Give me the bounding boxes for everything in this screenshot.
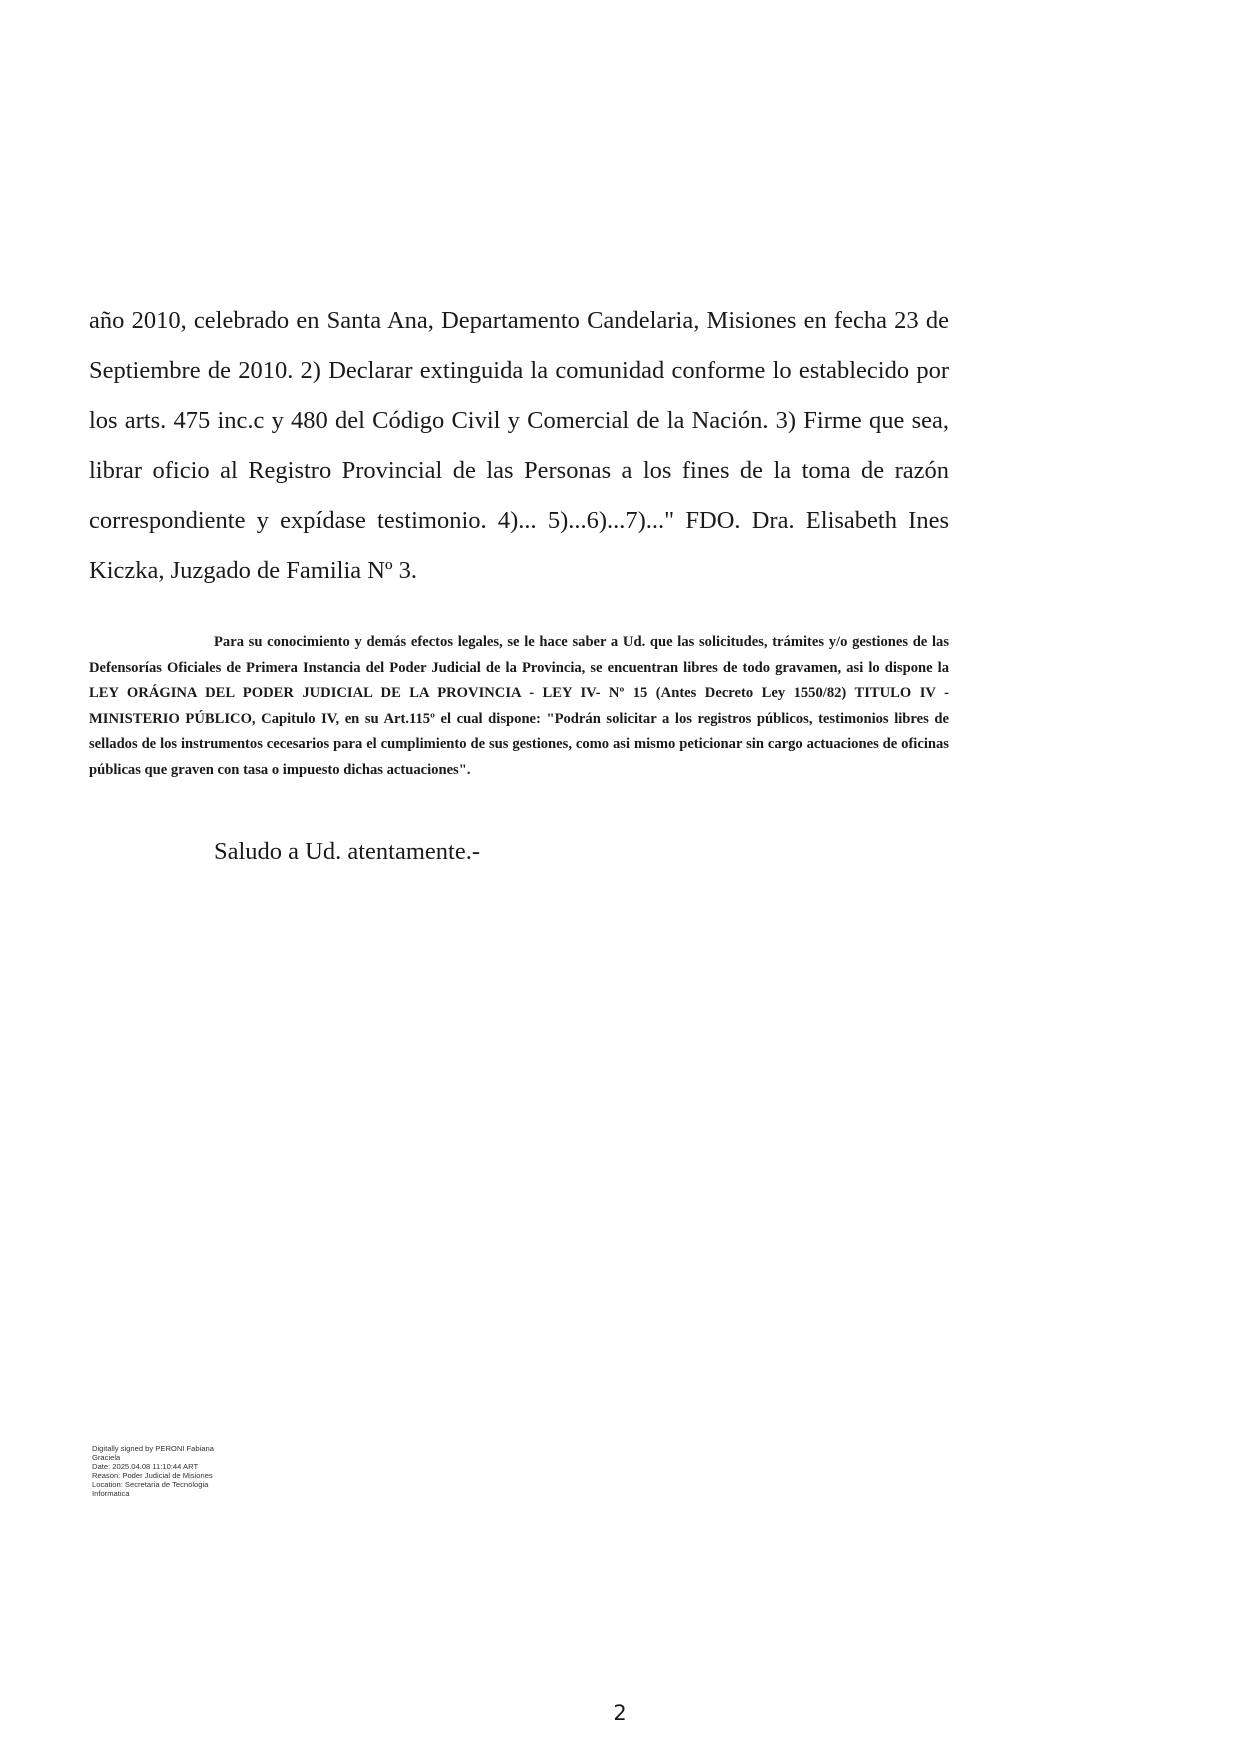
digital-signature-block: [92, 1444, 242, 1499]
closing-salutation: Saludo a Ud. atentamente.-: [214, 838, 481, 865]
signature-signer-line: Digitally signed by PERONI Fabiana: [92, 1444, 214, 1453]
signature-reason-line: Reason: Poder Judicial de Misiones: [92, 1471, 213, 1481]
signature-signer-line-cont: Graciela: [92, 1453, 121, 1463]
signature-location-line: Location: Secretaria de Tecnologia: [92, 1480, 209, 1490]
page-number: 2: [613, 1701, 627, 1725]
body-paragraph: año 2010, celebrado en Santa Ana, Departamento Candelaria, Misiones en fecha 23 de Septiembre de 2010. 2) Declarar extinguida la comunidad conforme lo establecido por los arts. 475 inc.c y 480 del Código Civil y Comercial de la Nación. 3) Firme que sea, librar oficio al Registro Provincial de las Personas a los fines de la toma de razón correspondiente y expídase testimonio. 4)... 5)...6)...7)..." FDO. Dra. Elisabeth Ines Kiczka, Juzgado de Familia Nº 3.: [89, 307, 949, 584]
signature-location-line-cont: Informatica: [92, 1489, 130, 1499]
legal-notice: Para su conocimiento y demás efectos legales, se le hace saber a Ud. que las solicitudes, trámites y/o gestiones de las Defensorías Oficiales de Primera Instancia del Poder Judicial de la Provincia, se encuentran libres de todo gravamen, asi lo dispone la LEY ORÁGINA DEL PODER JUDICIAL DE LA PROVINCIA - LEY IV- Nº 15 (Antes Decreto Ley 1550/82) TITULO IV - MINISTERIO PÚBLICO, Capitulo IV, en su Art.115º el cual dispone: "Podrán solicitar a los registros públicos, testimonios libres de sellados de los instrumentos cecesarios para el cumplimiento de sus gestiones, como asi mismo peticionar sin cargo actuaciones de oficinas públicas que graven con tasa o impuesto dichas actuaciones".: [89, 634, 949, 778]
signature-date-line: Date: 2025.04.08 11:10:44 ART: [92, 1462, 199, 1472]
